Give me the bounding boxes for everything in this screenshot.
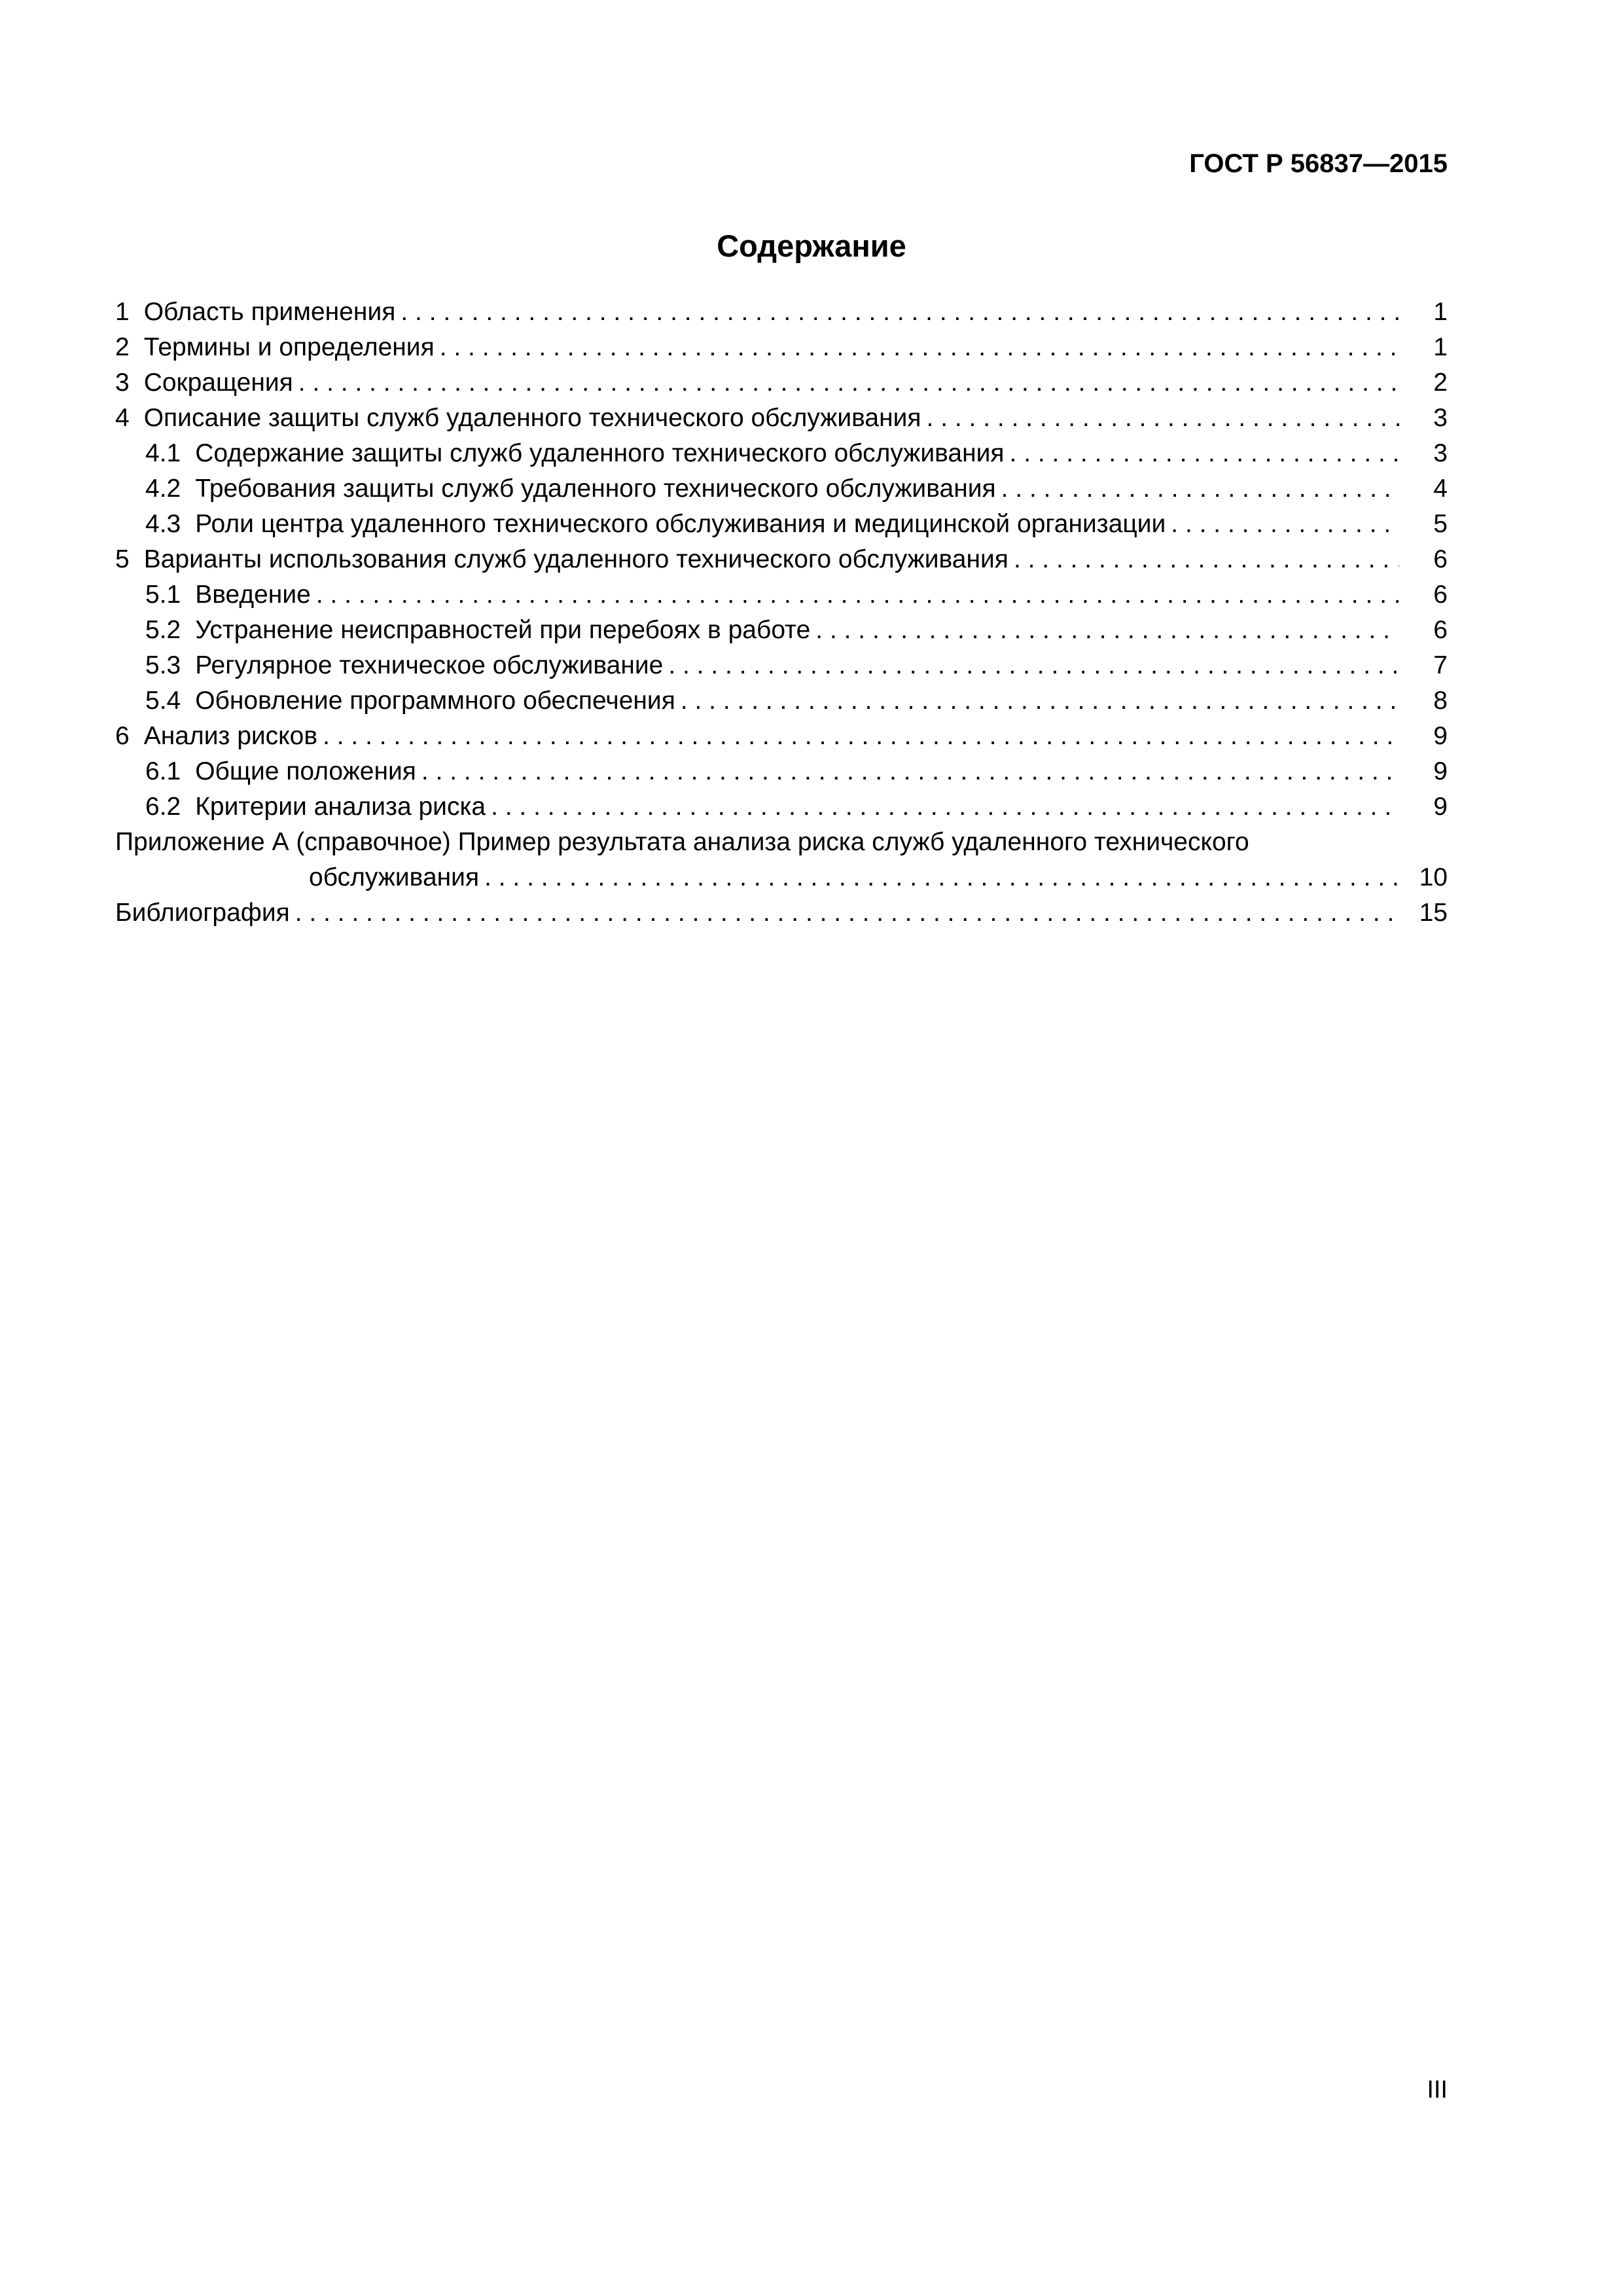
toc-entry-label: Роли центра удаленного технического обслуживания и медицинской организации xyxy=(195,510,1166,538)
toc-entry-number: 6.2 xyxy=(145,793,181,821)
toc-entry-page: 4 xyxy=(1433,475,1448,503)
toc-entry-label: Общие положения xyxy=(195,757,416,785)
toc-entry-label: Регулярное техническое обслуживание xyxy=(195,651,664,679)
toc-appendix-label: Приложение А (справочное) Пример результата анализа риска служб удаленного технического xyxy=(115,828,1249,856)
dot-leader xyxy=(298,365,1399,401)
toc-entry-label: Анализ рисков xyxy=(143,722,318,750)
toc-subentry[interactable] xyxy=(115,683,1448,719)
dot-leader xyxy=(421,754,1399,789)
dot-leader xyxy=(815,613,1399,648)
toc-subentry[interactable] xyxy=(115,789,1448,825)
toc-entry-label: Описание защиты служб удаленного технического обслуживания xyxy=(143,404,921,432)
document-code: ГОСТ Р 56837—2015 xyxy=(1189,149,1448,178)
toc-subentry[interactable] xyxy=(115,507,1448,542)
toc-entry-number: 2 xyxy=(115,333,130,361)
toc-entry-page: 3 xyxy=(1433,439,1448,467)
dot-leader xyxy=(316,577,1399,613)
toc-entry[interactable] xyxy=(115,330,1448,365)
toc-subentry[interactable] xyxy=(115,471,1448,507)
toc-entry-page: 15 xyxy=(1419,899,1448,927)
dot-leader xyxy=(668,648,1399,683)
toc-entry[interactable] xyxy=(115,365,1448,401)
toc-entry-number: 4.3 xyxy=(145,510,181,538)
toc-entry-number: 5.1 xyxy=(145,581,181,609)
toc-entry-number: 6 xyxy=(115,722,130,750)
dot-leader xyxy=(1014,542,1399,577)
toc-entry-label: Область применения xyxy=(143,298,396,326)
toc-entry-label: Устранение неисправностей при перебоях в работе xyxy=(195,616,811,644)
toc-entry[interactable] xyxy=(115,542,1448,577)
toc-entry-page: 6 xyxy=(1433,616,1448,644)
toc-entry-page: 3 xyxy=(1433,404,1448,432)
dot-leader xyxy=(484,860,1399,895)
toc-entry-number: 1 xyxy=(115,298,130,326)
toc-entry-number: 5.2 xyxy=(145,616,181,644)
toc-appendix-line1[interactable] xyxy=(115,825,1448,860)
toc-entry-page: 8 xyxy=(1433,687,1448,715)
toc-appendix-label-cont: обслуживания xyxy=(309,863,480,891)
dot-leader xyxy=(927,401,1399,436)
toc-entry-label: Введение xyxy=(195,581,311,609)
dot-leader xyxy=(401,295,1399,330)
toc-subentry[interactable] xyxy=(115,648,1448,683)
toc-entry[interactable] xyxy=(115,295,1448,330)
toc-entry-label: Критерии анализа риска xyxy=(195,793,486,821)
dot-leader xyxy=(1001,471,1399,507)
toc-entry-number: 5.3 xyxy=(145,651,181,679)
dot-leader xyxy=(491,789,1399,825)
dot-leader xyxy=(1010,436,1399,471)
toc-entry-number: 4.2 xyxy=(145,475,181,503)
toc-subentry[interactable] xyxy=(115,754,1448,789)
page-number: III xyxy=(1427,2076,1448,2104)
dot-leader xyxy=(440,330,1399,365)
toc-entry-page: 2 xyxy=(1433,368,1448,397)
toc-subentry[interactable] xyxy=(115,613,1448,648)
toc-entry-page: 9 xyxy=(1433,793,1448,821)
toc-entry-page: 1 xyxy=(1433,298,1448,326)
toc-subentry[interactable] xyxy=(115,577,1448,613)
toc-entry-page: 5 xyxy=(1433,510,1448,538)
toc-entry-page: 10 xyxy=(1419,863,1448,891)
toc-entry-page: 9 xyxy=(1433,722,1448,750)
toc-entry-label: Требования защиты служб удаленного технического обслуживания xyxy=(195,475,996,503)
toc-entry[interactable] xyxy=(115,401,1448,436)
toc-bibliography[interactable] xyxy=(115,895,1448,931)
toc-entry-number: 4.1 xyxy=(145,439,181,467)
toc-entry-page: 7 xyxy=(1433,651,1448,679)
toc-entry-number: 4 xyxy=(115,404,130,432)
dot-leader xyxy=(323,719,1399,754)
toc-entry-number: 6.1 xyxy=(145,757,181,785)
table-of-contents xyxy=(115,295,1448,931)
toc-title: Содержание xyxy=(717,228,906,263)
toc-entry-page: 9 xyxy=(1433,757,1448,785)
toc-entry-number: 5.4 xyxy=(145,687,181,715)
toc-subentry[interactable] xyxy=(115,436,1448,471)
toc-bibliography-label: Библиография xyxy=(115,899,290,927)
toc-appendix-line2[interactable] xyxy=(115,860,1448,895)
dot-leader xyxy=(681,683,1399,719)
toc-entry-label: Термины и определения xyxy=(143,333,435,361)
toc-entry-number: 3 xyxy=(115,368,130,397)
toc-entry-page: 6 xyxy=(1433,545,1448,573)
toc-entry-label: Содержание защиты служб удаленного технического обслуживания xyxy=(195,439,1005,467)
toc-entry-number: 5 xyxy=(115,545,130,573)
toc-entry-label: Обновление программного обеспечения xyxy=(195,687,675,715)
toc-entry-label: Сокращения xyxy=(143,368,293,397)
toc-entry[interactable] xyxy=(115,719,1448,754)
dot-leader xyxy=(295,895,1399,931)
toc-entry-page: 1 xyxy=(1433,333,1448,361)
toc-entry-label: Варианты использования служб удаленного технического обслуживания xyxy=(143,545,1008,573)
dot-leader xyxy=(1171,507,1399,542)
toc-entry-page: 6 xyxy=(1433,581,1448,609)
